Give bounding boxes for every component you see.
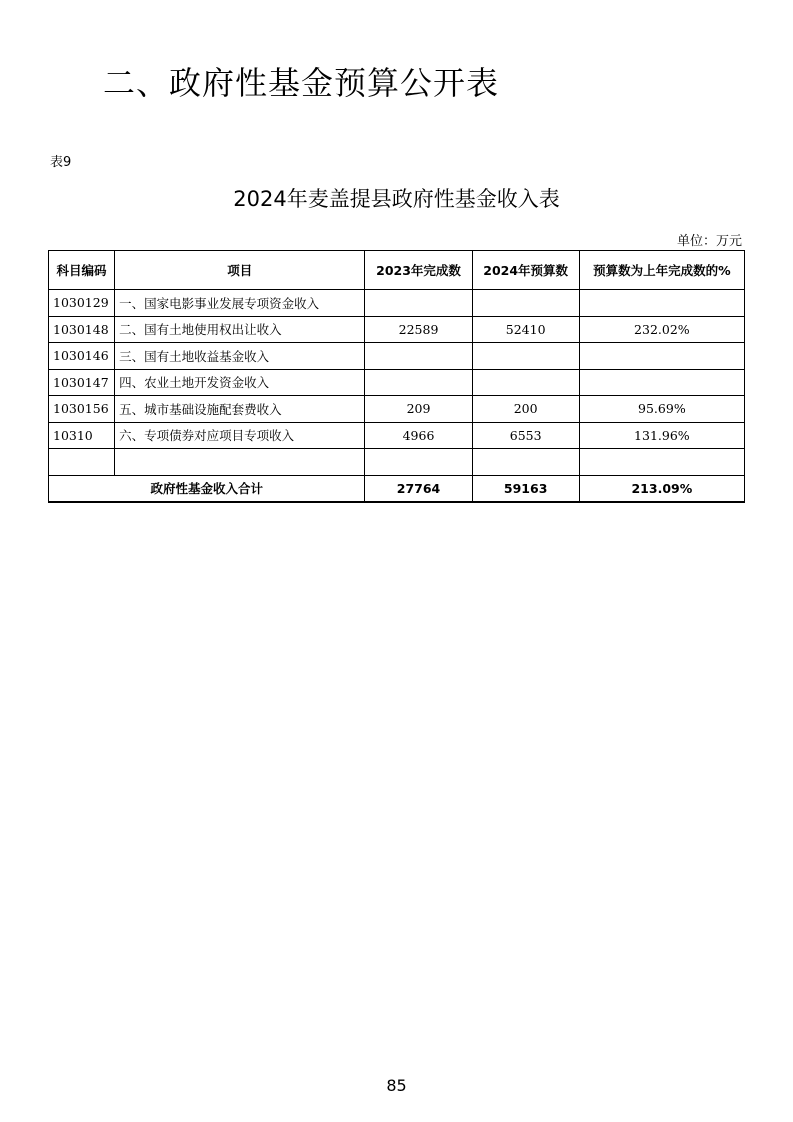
- row-ratio: [579, 290, 744, 317]
- page-number: 85: [386, 1076, 407, 1095]
- header-completed-2023: 2023年完成数: [365, 251, 472, 290]
- table-row: [49, 449, 745, 476]
- row-completed-2023: 4966: [365, 422, 472, 449]
- row-item: 一、国家电影事业发展专项资金收入: [115, 290, 365, 317]
- row-budget-2024: 52410: [472, 316, 579, 343]
- row-item: 五、城市基础设施配套费收入: [115, 396, 365, 423]
- row-ratio: 95.69%: [579, 396, 744, 423]
- row-budget-2024: 200: [472, 396, 579, 423]
- row-code: 1030147: [49, 369, 115, 396]
- row-code: 1030148: [49, 316, 115, 343]
- table-caption: 2024年麦盖提县政府性基金收入表: [233, 187, 560, 211]
- table-row: [49, 422, 745, 449]
- row-completed-2023: 22589: [365, 316, 472, 343]
- row-completed-2023: [365, 369, 472, 396]
- row-code: [49, 449, 115, 476]
- row-budget-2024: 6553: [472, 422, 579, 449]
- fund-revenue-table: [48, 250, 745, 503]
- row-item: 四、农业土地开发资金收入: [115, 369, 365, 396]
- row-budget-2024: [472, 369, 579, 396]
- header-code: 科目编码: [49, 251, 115, 290]
- row-ratio: [579, 449, 744, 476]
- section-title: 二、政府性基金预算公开表: [103, 64, 500, 102]
- row-item: [115, 449, 365, 476]
- row-budget-2024: [472, 343, 579, 370]
- table-label: 表9: [50, 155, 72, 170]
- header-ratio: 预算数为上年完成数的%: [579, 251, 744, 290]
- table-header-row: [49, 251, 745, 290]
- table-row: [49, 290, 745, 317]
- row-budget-2024: [472, 290, 579, 317]
- total-row: [49, 475, 745, 502]
- table-row: [49, 369, 745, 396]
- row-ratio: 232.02%: [579, 316, 744, 343]
- row-ratio: [579, 343, 744, 370]
- table-row: [49, 343, 745, 370]
- row-item: 六、专项债券对应项目专项收入: [115, 422, 365, 449]
- row-completed-2023: [365, 343, 472, 370]
- unit-label: 单位：万元: [676, 234, 742, 249]
- row-budget-2024: [472, 449, 579, 476]
- row-code: 1030156: [49, 396, 115, 423]
- row-ratio: 131.96%: [579, 422, 744, 449]
- total-completed-2023: 27764: [365, 475, 472, 502]
- header-item: 项目: [115, 251, 365, 290]
- table-row: [49, 316, 745, 343]
- row-item: 二、国有土地使用权出让收入: [115, 316, 365, 343]
- row-code: 1030146: [49, 343, 115, 370]
- row-ratio: [579, 369, 744, 396]
- total-label: 政府性基金收入合计: [49, 475, 365, 502]
- row-item: 三、国有土地收益基金收入: [115, 343, 365, 370]
- row-completed-2023: [365, 449, 472, 476]
- table-row: [49, 396, 745, 423]
- row-completed-2023: 209: [365, 396, 472, 423]
- total-ratio: 213.09%: [579, 475, 744, 502]
- row-completed-2023: [365, 290, 472, 317]
- row-code: 10310: [49, 422, 115, 449]
- header-budget-2024: 2024年预算数: [472, 251, 579, 290]
- total-budget-2024: 59163: [472, 475, 579, 502]
- row-code: 1030129: [49, 290, 115, 317]
